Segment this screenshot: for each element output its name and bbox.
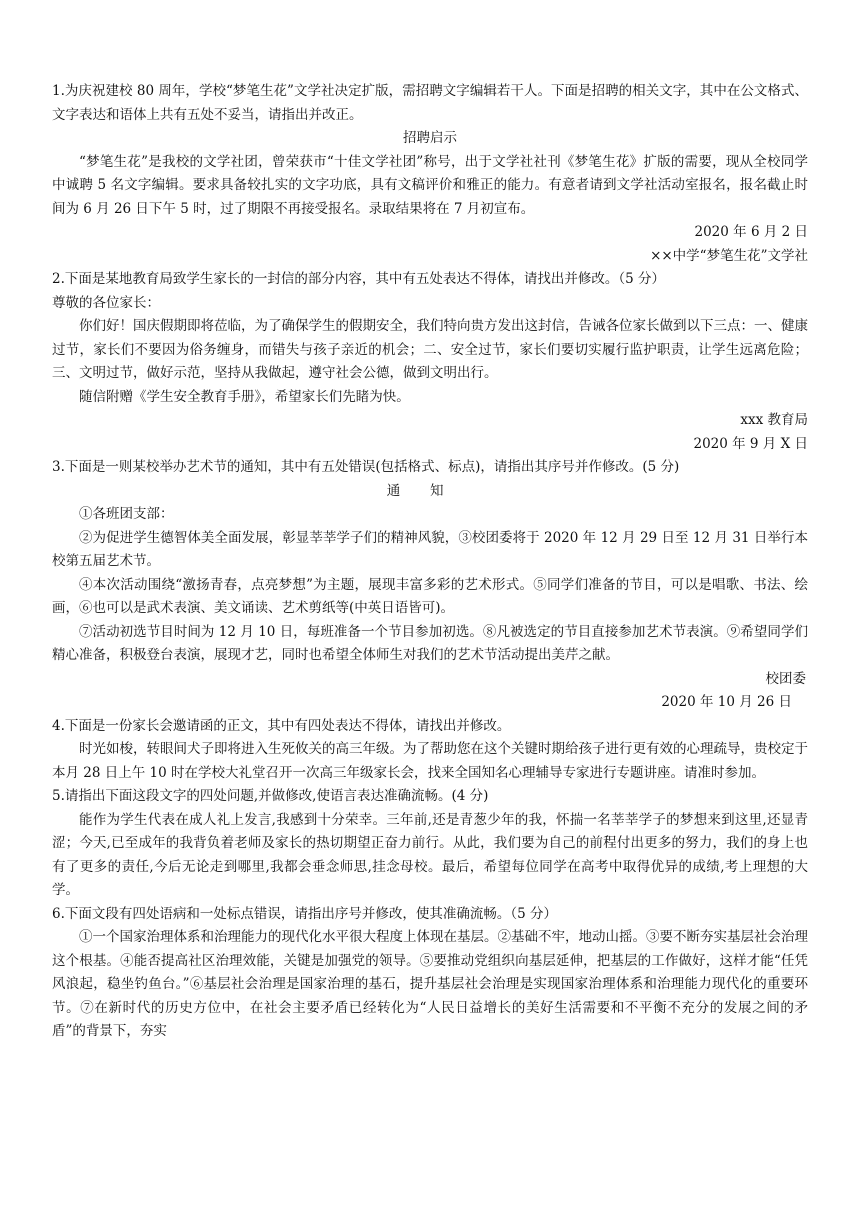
q4-body: 时光如梭，转眼间犬子即将进入生死攸关的高三年级。为了帮助您在这个关键时期给孩子进行更有效的心理疏导，贵校定于本月 28 日上午 10 时在学校大礼堂召开一次高三年级家长会，找来全国知名心理辅导专家进行专题讲座。请准时参加。 [52, 741, 808, 781]
q1-prompt: 1.为庆祝建校 80 周年，学校“梦笔生花”文学社决定扩版，需招聘文字编辑若干人。下面是招聘的相关文字，其中在公文格式、文字表达和语体上共有五处不妥当，请指出并改正。 [52, 83, 808, 123]
q4-prompt: 4.下面是一份家长会邀请函的正文，其中有四处表达不得体，请找出并修改。 [52, 717, 511, 734]
q2-date: 2020 年 9 月 X 日 [693, 435, 808, 452]
q1-title: 招聘启示 [403, 130, 457, 146]
q5-body: 能作为学生代表在成人礼上发言,我感到十分荣幸。三年前,还是青葱少年的我，怀揣一名莘莘学子的梦想来到这里,还显青涩；今天,已至成年的我背负着老师及家长的热切期望正奋力前行。从此，我们要为自己的前程付出更多的努力，我们的身上也有了更多的责任,今后无论走到哪里,我都会垂念师思,挂念母校。最后，希望每位同学在高考中取得优异的成绩,考上理想的大学。 [52, 811, 808, 898]
q6-prompt: 6.下面文段有四处语病和一处标点错误，请指出序号并修改，使其准确流畅。（5 分） [52, 905, 558, 922]
q3-line-3: ④本次活动围绕“激扬青春，点亮梦想”为主题，展现丰富多彩的艺术形式。⑤同学们准备的节目，可以是唱歌、书法、绘画，⑥也可以是武术表演、美文诵读、艺术剪纸等(中英日语皆可)。 [52, 576, 808, 616]
q3-line-2: ②为促进学生德智体美全面发展，彰显莘莘学子们的精神风貌，③校团委将于 2020 年 12 月 29 日至 12 月 31 日举行本校第五届艺术节。 [52, 529, 808, 569]
q2-attachment-line: 随信附赠《学生安全教育手册》，希望家长们先睹为快。 [79, 388, 410, 405]
q3-prompt: 3.下面是一则某校举办艺术节的通知，其中有五处错误(包括格式、标点)，请指出其序号并作修改。(5 分) [52, 459, 680, 475]
q1-date: 2020 年 6 月 2 日 [694, 224, 808, 240]
q6-body: ①一个国家治理体系和治理能力的现代化水平很大程度上体现在基层。②基础不牢，地动山摇。③要不断夯实基层社会治理这个根基。④能否提高社区治理效能，关键是加强党的领导。⑤要推动党组织向基层延伸，把基层的工作做好，这样才能“任凭风浪起，稳坐钓鱼台。”⑥基层社会治理是国家治理的基石，提升基层社会治理是实现国家治理体系和治理能力现代化的重要环节。⑦在新时代的历史方位中，在社会主要矛盾已经转化为“人民日益增长的美好生活需要和不平衡不充分的发展之间的矛盾”的背景下，夯实 [52, 929, 808, 1039]
q5-prompt: 5.请指出下面这段文字的四处问题,并做修改,使语言表达准确流畅。(4 分) [52, 788, 489, 804]
q1-signature: ××中学“梦笔生花”文学社 [650, 247, 808, 264]
q2-salutation: 尊敬的各位家长： [52, 294, 160, 311]
q3-date: 2020 年 10 月 26 日 [661, 694, 792, 710]
q3-title: 通知 [386, 482, 474, 499]
q3-line-4: ⑦活动初选节目时间为 12 月 10 日，每班准备一个节目参加初选。⑧凡被选定的节目直接参加艺术节表演。⑨希望同学们精心准备，积极登台表演，展现才艺，同时也希望全体师生对我们的艺术节活动提出美芹之献。 [52, 623, 808, 663]
q2-prompt: 2.下面是某地教育局致学生家长的一封信的部分内容，其中有五处表达不得体，请找出并修改。（5 分） [52, 271, 666, 287]
q2-body-paragraph: 你们好！国庆假期即将莅临，为了确保学生的假期安全，我们特向贵方发出这封信，告诫各位家长做到以下三点：一、健康过节，家长们不要因为俗务缠身，而错失与孩子亲近的机会；二、安全过节，家长们要切实履行监护职责，让学生远离危险；三、文明过节，做好示范，坚持从我做起，遵守社会公德，做到文明出行。 [52, 318, 808, 381]
q1-body: “梦笔生花”是我校的文学社团，曾荣获市“十佳文学社团”称号，出于文学社社刊《梦笔生花》扩版的需要，现从全校同学中诚聘 5 名文字编辑。要求具备较扎实的文字功底，具有文稿评价和雅正的能力。有意者请到文学社活动室报名，报名截止时间为 6 月 26 日下午 5 时，过了期限不再接受报名。录取结果将在 7 月初宣布。 [52, 153, 808, 217]
q3-signature: 校团委 [765, 670, 806, 687]
q2-signature: xxx 教育局 [740, 412, 808, 428]
q3-line-1: ①各班团支部： [79, 506, 174, 522]
